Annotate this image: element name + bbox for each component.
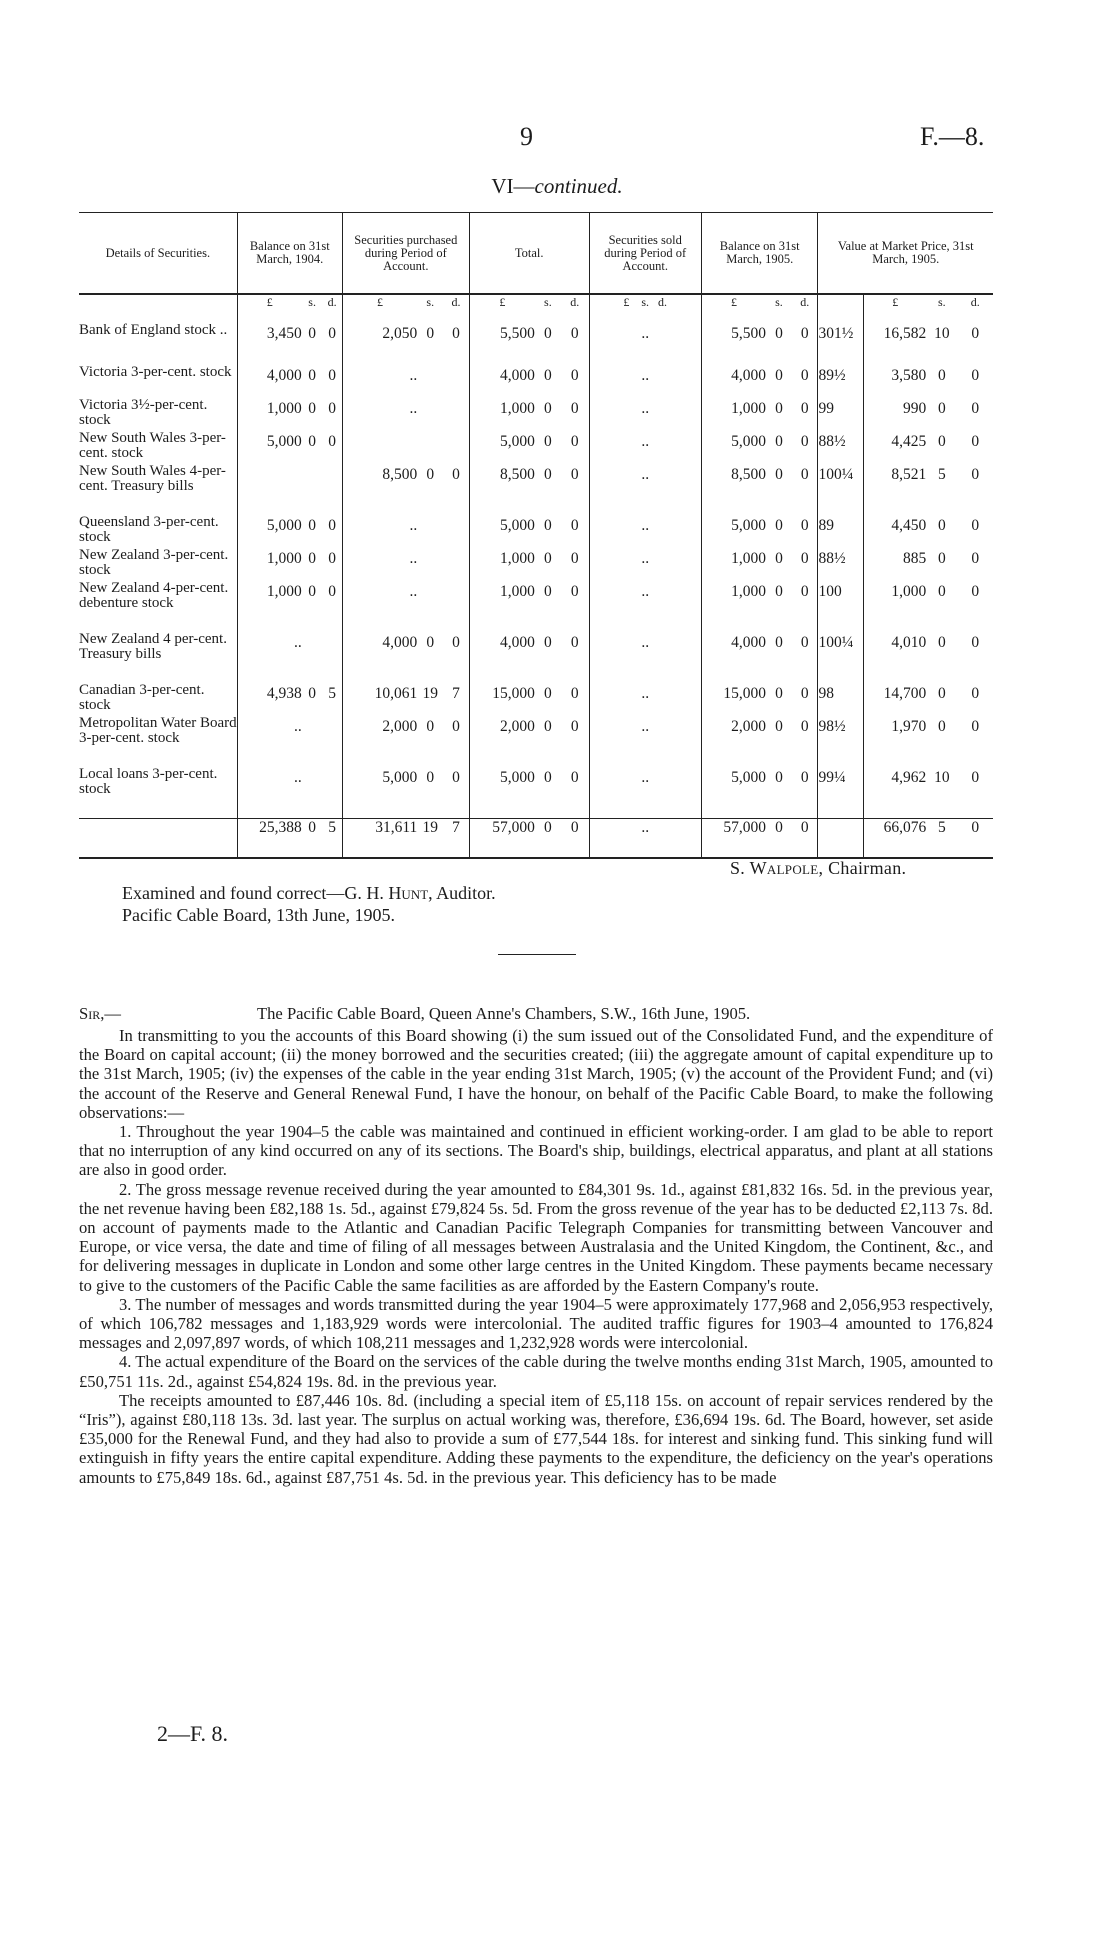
cell-pounds: 4,000 (237, 365, 302, 398)
total-pence: 0 (957, 818, 993, 858)
unit-pound: £ (701, 294, 766, 323)
table-header-row (79, 213, 993, 295)
col-header-market-value: Value at Market Price, 31st March, 1905. (818, 213, 993, 295)
cell-market-price: 99¼ (818, 767, 864, 818)
cell-pence: 0 (328, 367, 337, 384)
cell-market-price: 100 (818, 581, 864, 632)
cell-pounds: 4,000 (342, 632, 417, 683)
table-row (79, 716, 993, 767)
cell-pence: 0 (800, 433, 809, 450)
cell-pence: 0 (800, 367, 809, 384)
cell-shillings: 0 (544, 583, 552, 600)
cell-pence: 0 (452, 325, 460, 342)
cell-shillings: 0 (426, 769, 435, 786)
cell-shillings: 0 (775, 634, 783, 651)
cell-shillings: 0 (308, 583, 317, 600)
cell-shillings: 0 (308, 685, 317, 702)
unit-pound: £ (342, 294, 417, 323)
cell-pounds: 4,450 (864, 515, 926, 548)
cell-pence: 0 (800, 583, 809, 600)
cell-pence: 0 (800, 400, 809, 417)
cell-pence (443, 398, 469, 431)
cell-pounds: 4,962 (864, 767, 926, 818)
total-shillings: 5 (926, 818, 957, 858)
cell-market-price: 100¼ (818, 632, 864, 683)
cell-pence: 0 (800, 550, 809, 567)
cell-sold: .. (589, 548, 701, 581)
cell-market-price: 98½ (818, 716, 864, 767)
cell-pence: 0 (570, 466, 579, 483)
cell-pence (323, 716, 343, 767)
cell-shillings: 10 (934, 769, 950, 786)
total-pounds: 31,611 (342, 818, 417, 858)
cell-shillings: 0 (775, 517, 783, 534)
cell-pounds: .. (342, 581, 417, 632)
cell-shillings: 0 (426, 634, 435, 651)
total-pounds: 66,076 (864, 818, 926, 858)
cell-shillings (417, 548, 443, 581)
table-row (79, 431, 993, 464)
security-name: Local loans 3-per-cent. stock (79, 766, 218, 797)
cell-sold: .. (589, 581, 701, 632)
section-continued: continued. (534, 174, 623, 198)
cell-pounds: 3,580 (864, 365, 926, 398)
cell-pounds: 5,500 (469, 323, 535, 365)
cell-shillings: 0 (775, 718, 783, 735)
cell-pence (443, 548, 469, 581)
cell-pence: 0 (971, 367, 980, 384)
cell-pence (323, 632, 343, 683)
cell-market-price: 88½ (818, 548, 864, 581)
total-pence: 0 (561, 818, 589, 858)
cell-pounds: 1,000 (469, 548, 535, 581)
letter-body (79, 1004, 993, 1487)
cell-pence: 0 (800, 685, 809, 702)
cell-pounds: .. (342, 365, 417, 398)
letter-heading (79, 1004, 993, 1026)
cell-shillings: 5 (937, 466, 946, 483)
cell-pounds: 8,500 (342, 464, 417, 515)
cell-sold: .. (589, 365, 701, 398)
cell-shillings: 0 (937, 517, 946, 534)
cell-shillings: 0 (937, 433, 946, 450)
cell-pence: 0 (570, 583, 579, 600)
cell-pence: 0 (800, 517, 809, 534)
cell-pounds: 1,000 (237, 398, 302, 431)
page-signature: 2—F. 8. (157, 1721, 228, 1746)
paragraph-intro: In transmitting to you the accounts of this Board showing (i) the sum issued out of the Consolidated Fund, and the expenditure of the Board on capital account; (ii) the money borrowed and the securities created; (iii) the aggregate amount of capital expenditure up to the 31st March, 1905; (iv) the expenses of the cable in the year ending 31st March, 1905; (v) the account of the Provident Fund; and (vi) the account of the Reserve and General Renewal Fund, I have the honour, on behalf of the Pacific Cable Board, to make the following observations:— (79, 1026, 993, 1122)
cell-pounds (342, 431, 417, 464)
cell-shillings: 0 (544, 550, 552, 567)
cell-shillings: 0 (544, 685, 552, 702)
cell-pounds: 5,000 (701, 515, 766, 548)
cell-pence: 0 (570, 685, 579, 702)
cell-pounds: 5,000 (237, 431, 302, 464)
totals-label (79, 818, 237, 858)
cell-shillings (417, 398, 443, 431)
cell-pounds: 1,000 (237, 548, 302, 581)
cell-shillings: 0 (775, 685, 783, 702)
cell-pounds: 4,010 (864, 632, 926, 683)
cell-pence: 0 (800, 634, 809, 651)
cell-pence: 0 (328, 400, 337, 417)
cell-shillings (302, 767, 323, 818)
total-pence: 5 (323, 818, 343, 858)
divider (498, 954, 576, 955)
cell-pence: 0 (570, 400, 579, 417)
cell-shillings: 0 (775, 550, 783, 567)
cell-pence: 0 (452, 718, 460, 735)
cell-shillings: 0 (544, 400, 552, 417)
cell-shillings: 0 (308, 325, 317, 342)
cell-shillings: 10 (934, 325, 950, 342)
cell-pence (323, 767, 343, 818)
cell-shillings: 0 (544, 634, 552, 651)
cell-pence: 0 (971, 685, 980, 702)
cell-pounds: 4,000 (701, 632, 766, 683)
cell-pence: 0 (971, 400, 980, 417)
cell-shillings: 0 (775, 400, 783, 417)
cell-pence: 0 (570, 433, 579, 450)
cell-pence: 0 (971, 769, 980, 786)
cell-market-price: 100¼ (818, 464, 864, 515)
unit-s: s. (308, 295, 316, 309)
unit-s: s. (426, 295, 435, 309)
cell-shillings: 0 (775, 583, 783, 600)
cell-pounds: 5,000 (701, 767, 766, 818)
cell-pounds: 4,938 (237, 683, 302, 716)
cell-shillings: 0 (937, 400, 946, 417)
cell-pence: 0 (971, 550, 980, 567)
total-shillings: 0 (535, 818, 561, 858)
cell-pounds: .. (237, 767, 302, 818)
cell-sold: .. (589, 323, 701, 365)
paragraph-4: 4. The actual expenditure of the Board on the services of the cable during the twelve months ending 31st March, 1905, amounted to £50,751 11s. 2d., against £54,824 19s. 8d. in the previous year. (79, 1352, 993, 1391)
auditor-line: Examined and found correct—G. H. Hunt, Auditor. (122, 883, 496, 903)
auditor-date: Pacific Cable Board, 13th June, 1905. (122, 905, 395, 925)
cell-market-price: 98 (818, 683, 864, 716)
cell-shillings: 0 (544, 769, 552, 786)
cell-shillings: 0 (544, 718, 552, 735)
security-name: Canadian 3-per-cent. stock (79, 682, 205, 713)
unit-s: s. (775, 295, 783, 309)
cell-pence: 0 (570, 718, 579, 735)
security-name: New Zealand 4-per-cent. debenture stock (79, 580, 229, 611)
cell-pounds: 5,500 (701, 323, 766, 365)
cell-sold: .. (589, 683, 701, 716)
cell-pounds: 8,521 (864, 464, 926, 515)
cell-pounds: 5,000 (469, 515, 535, 548)
unit-pound: £ (469, 294, 535, 323)
cell-pounds: 2,000 (342, 716, 417, 767)
cell-pounds: 1,000 (469, 581, 535, 632)
table-row (79, 398, 993, 431)
cell-pounds (237, 464, 302, 515)
unit-pound: £ (237, 294, 302, 323)
cell-pounds: 3,450 (237, 323, 302, 365)
total-pence: 0 (792, 818, 818, 858)
cell-shillings (417, 515, 443, 548)
cell-pence: 0 (971, 718, 980, 735)
cell-shillings (302, 716, 323, 767)
cell-shillings (417, 581, 443, 632)
cell-shillings: 0 (308, 367, 317, 384)
cell-market-price: 89½ (818, 365, 864, 398)
cell-pounds: 1,970 (864, 716, 926, 767)
cell-shillings (417, 431, 443, 464)
cell-pence (323, 464, 343, 515)
table-row (79, 365, 993, 398)
cell-market-price: 89 (818, 515, 864, 548)
chairman-signature: S. Walpole, Chairman. (730, 858, 907, 878)
cell-shillings: 0 (308, 550, 317, 567)
cell-pence: 0 (800, 769, 809, 786)
total-pounds: 57,000 (701, 818, 766, 858)
cell-pounds: 15,000 (469, 683, 535, 716)
cell-pounds: 8,500 (469, 464, 535, 515)
cell-pence: 0 (328, 550, 337, 567)
section-numeral: VI— (491, 174, 535, 198)
unit-d: d. (570, 295, 580, 309)
cell-pence: 0 (452, 769, 460, 786)
cell-pounds: 5,000 (469, 767, 535, 818)
cell-pence (443, 515, 469, 548)
cell-pounds: 10,061 (342, 683, 417, 716)
total-pounds: 57,000 (469, 818, 535, 858)
cell-pence: 7 (452, 685, 460, 702)
cell-pounds: 5,000 (342, 767, 417, 818)
cell-shillings: 0 (937, 634, 946, 651)
total-sold: .. (589, 818, 701, 858)
cell-shillings: 0 (308, 400, 317, 417)
cell-pounds: 2,000 (701, 716, 766, 767)
cell-pounds: .. (342, 398, 417, 431)
total-price-blank (818, 818, 864, 858)
cell-pence: 0 (328, 433, 337, 450)
cell-shillings: 0 (308, 433, 317, 450)
cell-pence: 0 (971, 433, 980, 450)
cell-shillings: 0 (937, 685, 946, 702)
table-row (79, 464, 993, 515)
cell-shillings (417, 365, 443, 398)
cell-pence: 0 (570, 367, 579, 384)
cell-shillings (302, 464, 323, 515)
cell-sold: .. (589, 464, 701, 515)
cell-pence: 0 (328, 517, 337, 534)
cell-shillings: 0 (775, 367, 783, 384)
cell-market-price: 99 (818, 398, 864, 431)
cell-pence (443, 365, 469, 398)
cell-shillings: 0 (937, 367, 946, 384)
table-row (79, 323, 993, 365)
col-header-balance-1904: Balance on 31st March, 1904. (237, 213, 342, 295)
cell-sold: .. (589, 767, 701, 818)
cell-shillings: 0 (775, 325, 783, 342)
unit-sold: £ s. d. (589, 294, 701, 323)
document-reference: F.—8. (920, 122, 985, 151)
col-header-sold: Securities sold during Period of Account. (589, 213, 701, 295)
cell-pence (443, 581, 469, 632)
cell-pounds: 1,000 (701, 548, 766, 581)
unit-d: d. (451, 295, 461, 309)
security-name: Victoria 3-per-cent. stock (79, 364, 232, 380)
cell-pounds: .. (237, 716, 302, 767)
cell-market-price: 88½ (818, 431, 864, 464)
cell-pounds: .. (342, 548, 417, 581)
cell-pounds: 1,000 (701, 398, 766, 431)
cell-pounds: 8,500 (701, 464, 766, 515)
unit-s: s. (937, 295, 946, 309)
cell-pence: 0 (570, 325, 579, 342)
paragraph-3: 3. The number of messages and words transmitted during the year 1904–5 were approximately 177,968 and 2,056,953 respectively, of which 106,782 messages and 1,183,929 words were intercolonial. The audited traffic figures for 1903–4 amounted to 176,824 messages and 2,097,897 words, of which 108,211 messages and 1,232,928 words were intercolonial. (79, 1294, 993, 1353)
cell-pence: 0 (570, 517, 579, 534)
cell-shillings (302, 632, 323, 683)
unit-pound: £ (864, 294, 926, 323)
cell-sold: .. (589, 515, 701, 548)
security-name: Victoria 3½-per-cent. stock (79, 397, 208, 428)
security-name: New South Wales 3-per-cent. stock (79, 430, 226, 461)
cell-pence: 0 (800, 718, 809, 735)
cell-market-price: 301½ (818, 323, 864, 365)
cell-pence: 0 (971, 583, 980, 600)
letter-address: The Pacific Cable Board, Queen Anne's Chambers, S.W., 16th June, 1905. (257, 1004, 751, 1023)
cell-pounds: 16,582 (864, 323, 926, 365)
unit-d: d. (327, 295, 337, 309)
cell-pounds: 885 (864, 548, 926, 581)
total-shillings: 0 (302, 818, 323, 858)
page-number: 9 (520, 122, 533, 151)
cell-shillings: 0 (544, 325, 552, 342)
cell-pounds: 1,000 (864, 581, 926, 632)
cell-pounds: 2,050 (342, 323, 417, 365)
cell-shillings: 0 (775, 433, 783, 450)
cell-shillings: 0 (775, 466, 783, 483)
cell-pounds: 4,000 (701, 365, 766, 398)
cell-pounds: 990 (864, 398, 926, 431)
cell-pounds: 5,000 (701, 431, 766, 464)
cell-sold: .. (589, 632, 701, 683)
col-header-total: Total. (469, 213, 589, 295)
security-name: New Zealand 4 per-cent. Treasury bills (79, 631, 227, 662)
cell-pence: 0 (971, 466, 980, 483)
cell-pounds: 14,700 (864, 683, 926, 716)
total-shillings: 0 (766, 818, 792, 858)
cell-shillings: 0 (426, 466, 435, 483)
cell-sold: .. (589, 431, 701, 464)
unit-s: s. (544, 295, 552, 309)
cell-shillings: 0 (937, 583, 946, 600)
cell-pounds: 1,000 (237, 581, 302, 632)
col-header-details: Details of Securities. (79, 213, 237, 295)
cell-pounds: 4,425 (864, 431, 926, 464)
cell-shillings: 0 (544, 433, 552, 450)
col-header-balance-1905: Balance on 31st March, 1905. (701, 213, 818, 295)
auditor-note (122, 882, 496, 926)
paragraph-1: 1. Throughout the year 1904–5 the cable was maintained and continued in efficient working-order. I am glad to be able to report that no interruption of any kind occurred on any of its sections. The Board's ship, buildings, electrical apparatus, and plant at all stations are also in good order. (79, 1122, 993, 1180)
table-row (79, 632, 993, 683)
cell-shillings: 0 (937, 718, 946, 735)
cell-pounds: 5,000 (237, 515, 302, 548)
securities-table (79, 212, 993, 859)
cell-pence: 0 (971, 517, 980, 534)
unit-d: d. (800, 295, 810, 309)
paragraph-2: 2. The gross message revenue received during the year amounted to £84,301 9s. 1d., against £81,832 16s. 5d. in the previous year, the net revenue having been £82,188 1s. 5d., against £79,824 5s. 5d. From the gross revenue of the year has to be deducted £2,113 7s. 8d. on account of payments made to the Atlantic and Canadian Pacific Telegraph Companies for transmitting between Vancouver and Europe, or vice versa, the date and time of filing of all messages between Australasia and the United Kingdom, the Continent, &c., and for delivering messages in duplicate in London and some other large centres in the United Kingdom. These payments became necessary to give to the customers of the Pacific Cable the same facilities as are afforded by the Eastern Company's route. (79, 1179, 993, 1295)
cell-pence: 0 (971, 634, 980, 651)
cell-shillings: 0 (426, 718, 435, 735)
cell-pence: 0 (570, 550, 579, 567)
unit-d: d. (970, 295, 980, 309)
table-row (79, 767, 993, 818)
cell-pounds: .. (342, 515, 417, 548)
security-name: New South Wales 4-per-cent. Treasury bills (79, 463, 226, 494)
cell-pounds: .. (237, 632, 302, 683)
cell-pence: 0 (971, 325, 980, 342)
table-body (79, 294, 993, 858)
cell-pence (443, 431, 469, 464)
cell-pence: 0 (570, 634, 579, 651)
cell-pounds: 4,000 (469, 365, 535, 398)
cell-shillings: 19 (422, 685, 438, 702)
section-title (0, 174, 1114, 199)
cell-pence: 0 (452, 634, 460, 651)
security-name: Metropolitan Water Board 3-per-cent. stock (79, 715, 237, 746)
table-row (79, 548, 993, 581)
cell-shillings: 0 (544, 367, 552, 384)
col-header-purchased: Securities purchased during Period of Account. (342, 213, 469, 295)
salutation: Sir,— (79, 1004, 121, 1023)
cell-sold: .. (589, 716, 701, 767)
unit-row (79, 294, 993, 323)
cell-pounds: 5,000 (469, 431, 535, 464)
total-shillings: 19 (417, 818, 443, 858)
table-row (79, 581, 993, 632)
paragraph-receipts: The receipts amounted to £87,446 10s. 8d. (including a special item of £5,118 15s. on account of repair services rendered by the “Iris”), against £80,118 13s. 3d. last year. The surplus on actual working was, therefore, £36,694 19s. 6d. The Board, however, set aside £35,000 for the Renewal Fund, and they had also to provide a sum of £77,544 18s. for interest and sinking fund. This sinking fund will extinguish in fifty years the entire capital expenditure. Adding these payments to the expenditure, the deficiency on the year's operations amounts to £75,849 18s. 6d., against £87,751 4s. 5d. in the previous year. This deficiency has to be made (79, 1390, 993, 1487)
cell-pence: 0 (800, 325, 809, 342)
security-name: Queensland 3-per-cent. stock (79, 514, 219, 545)
total-pounds: 25,388 (237, 818, 302, 858)
cell-sold: .. (589, 398, 701, 431)
cell-pence: 5 (328, 685, 337, 702)
cell-pence: 0 (800, 466, 809, 483)
cell-pounds: 4,000 (469, 632, 535, 683)
cell-shillings: 0 (308, 517, 317, 534)
cell-pence: 0 (328, 583, 337, 600)
cell-pounds: 2,000 (469, 716, 535, 767)
cell-pence: 0 (570, 769, 579, 786)
table-row (79, 515, 993, 548)
cell-pounds: 1,000 (701, 581, 766, 632)
table-row (79, 683, 993, 716)
cell-shillings: 0 (937, 550, 946, 567)
cell-pounds: 1,000 (469, 398, 535, 431)
totals-row (79, 818, 993, 858)
cell-shillings: 0 (544, 466, 552, 483)
cell-shillings: 0 (544, 517, 552, 534)
cell-shillings: 0 (775, 769, 783, 786)
cell-pence: 0 (328, 325, 337, 342)
security-name: Bank of England stock .. (79, 322, 228, 338)
cell-shillings: 0 (426, 325, 435, 342)
cell-pence: 0 (452, 466, 460, 483)
total-pence: 7 (443, 818, 469, 858)
cell-pounds: 15,000 (701, 683, 766, 716)
security-name: New Zealand 3-per-cent. stock (79, 547, 229, 578)
